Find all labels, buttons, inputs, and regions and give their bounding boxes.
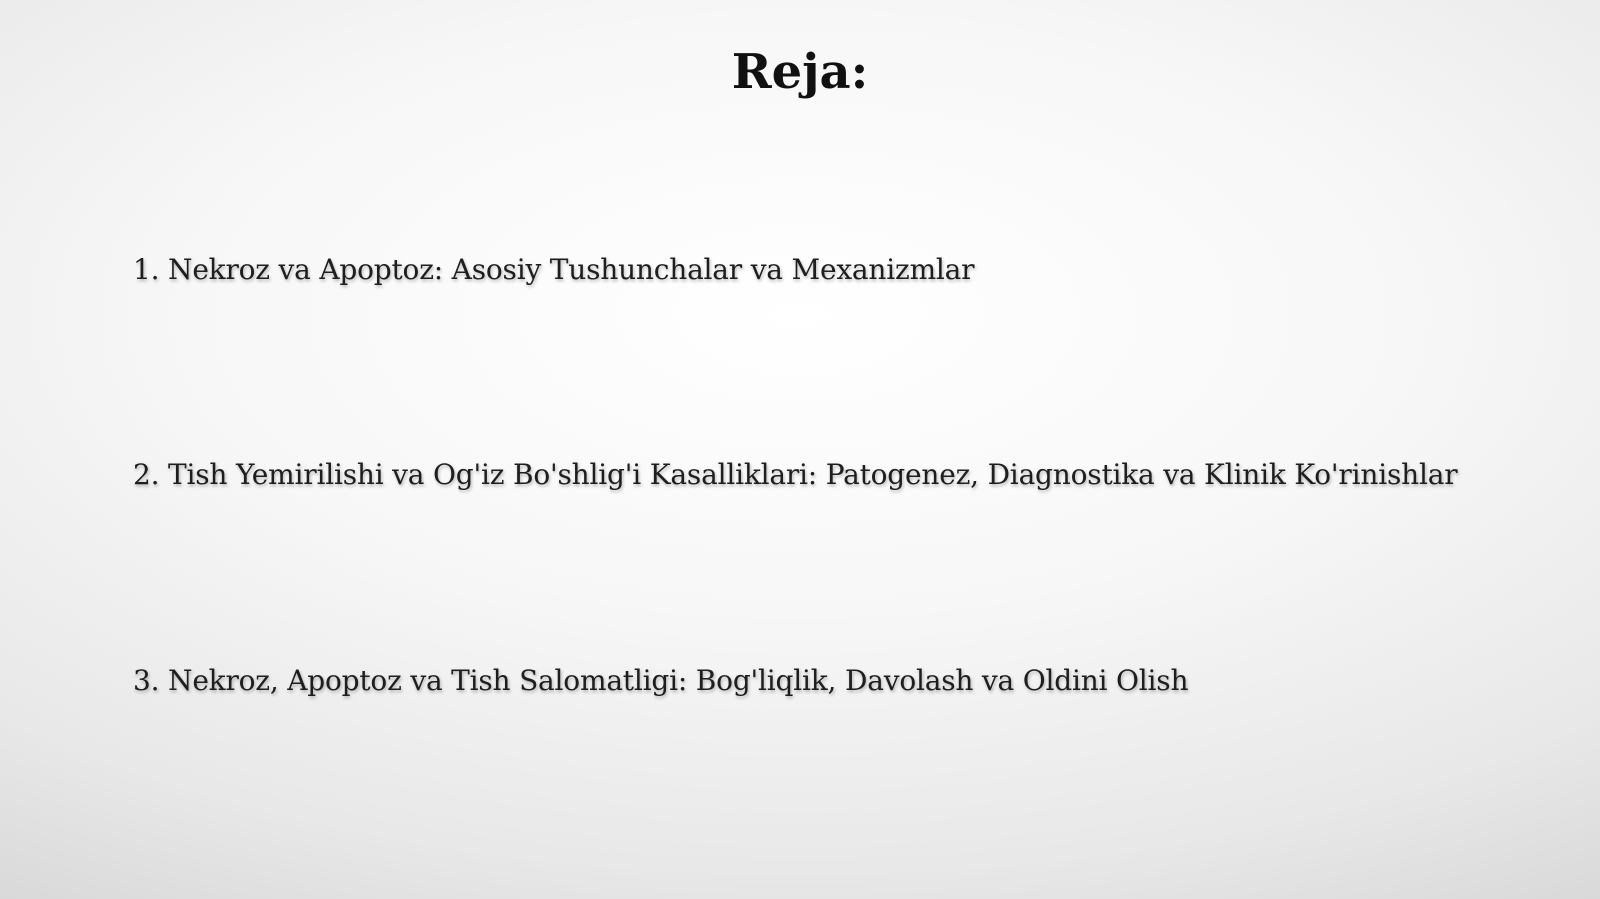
agenda-item-3: 3. Nekroz, Apoptoz va Tish Salomatligi: Bog'liqlik, Davolash va Oldini Olish: [133, 664, 1189, 697]
agenda-item-2: 2. Tish Yemirilishi va Og'iz Bo'shlig'i Kasalliklari: Patogenez, Diagnostika va Klinik Ko'rinishlar: [133, 458, 1458, 491]
agenda-item-1: 1. Nekroz va Apoptoz: Asosiy Tushunchalar va Mexanizmlar: [133, 253, 975, 286]
slide-title: Reja:: [731, 44, 869, 100]
